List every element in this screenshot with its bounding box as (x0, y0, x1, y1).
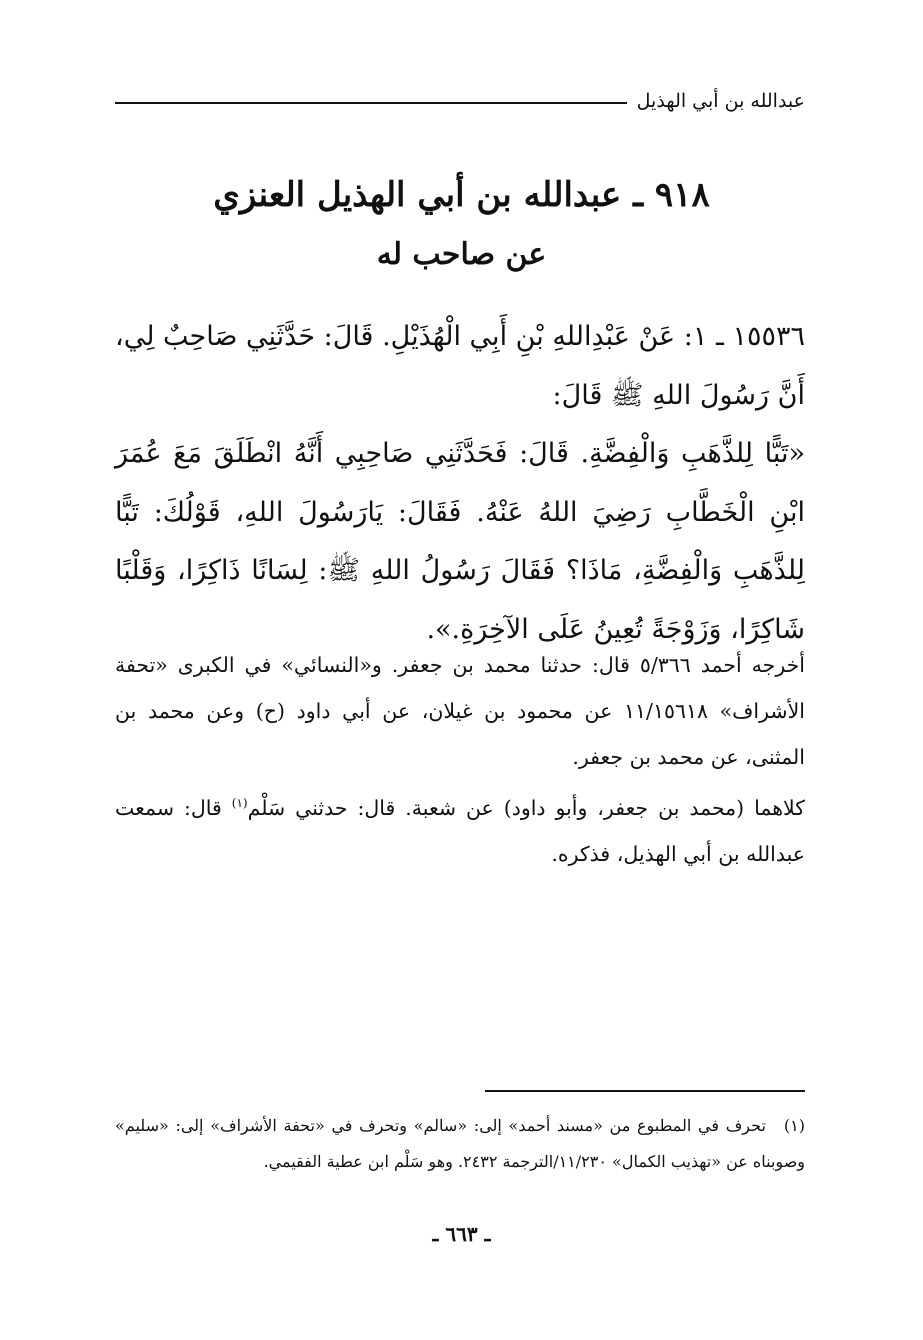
chapter-subtitle: عن صاحب له (376, 237, 547, 272)
hadith-text (115, 308, 805, 659)
footnote-number: (١) (783, 1116, 805, 1135)
running-header-title: عبدالله بن أبي الهذيل (636, 90, 805, 112)
hadith-paragraph: «تَبًّا لِلذَّهَبِ وَالْفِضَّةِ. قَالَ: فَحَدَّثَنِي صَاحِبِي أَنَّهُ انْطَلَقَ مَعَ عُمَرَ ابْنِ الْخَطَّابِ رَضِيَ اللهُ عَنْهُ. فَقَالَ: يَارَسُولَ اللهِ، قَوْلُكَ: تَبًّا لِلذَّهَبِ وَالْفِضَّةِ، مَاذَا؟ فَقَالَ رَسُولُ اللهِ ﷺ: لِسَانًا ذَاكِرًا، وَقَلْبًا شَاكِرًا، وَزَوْجَةً تُعِينُ عَلَى الآخِرَةِ.». (115, 438, 805, 645)
footnote-separator (485, 1090, 805, 1092)
takhrij-text: كلاهما (محمد بن جعفر، وأبو داود) عن شعبة. قال: حدثني سَلْم (247, 795, 805, 820)
page-number: ـ ٦٦٣ ـ (432, 1222, 491, 1246)
chapter-title: ٩١٨ ـ عبدالله بن أبي الهذيل العنزي (213, 175, 710, 215)
footnote-text: تحرف في المطبوع من «مسند أحمد» إلى: «سالم» وتحرف في «تحفة الأشراف» إلى: «سليم» وصوبناه عن «تهذيب الكمال» ١١/٢٣٠/الترجمة ٢٤٣٢. وهو سَلْم ابن عطية الفقيمي. (115, 1116, 805, 1171)
running-header (115, 84, 805, 118)
takhrij-paragraph: أخرجه أحمد ٥/٣٦٦ قال: حدثنا محمد بن جعفر. و«النسائي» في الكبرى «تحفة الأشراف» ١١/١٥٦١٨ عن محمود بن غيلان، عن أبي داود (ح) وعن محمد بن المثنى، عن محمد بن جعفر. (115, 653, 805, 769)
footnote (115, 1108, 805, 1180)
takhrij-section (115, 642, 805, 877)
hadith-paragraph: ١٥٥٣٦ ـ ١: عَنْ عَبْدِاللهِ بْنِ أَبِي الْهُذَيْلِ. قَالَ: حَدَّثَنِي صَاحِبٌ لِي، أَنَّ رَسُولَ اللهِ ﷺ قَالَ: (115, 321, 805, 411)
footnote-reference[interactable]: (١) (231, 796, 248, 810)
takhrij-paragraph (115, 780, 805, 877)
footnotes (115, 1108, 805, 1180)
header-rule (115, 102, 627, 104)
takhrij-text: قال: سمعت عبدالله بن أبي الهذيل، فذكره. (115, 795, 805, 866)
